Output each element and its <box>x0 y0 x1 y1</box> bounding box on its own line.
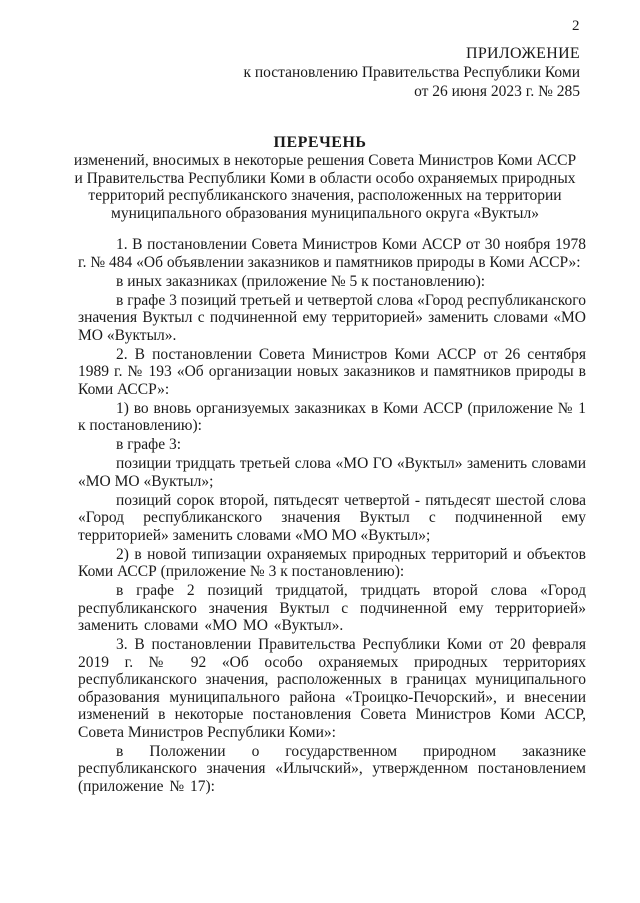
paragraph-10: в графе 2 позиций тридцатой, тридцать второй слова «Город республиканского значения Вуктыл с подчиненной ему территорией» заменить словами «МО МО «Вуктыл». <box>78 582 586 634</box>
paragraph-2: в иных заказниках (приложение № 5 к постановлению): <box>116 272 486 290</box>
paragraph-1: 1. В постановлении Совета Министров Коми АССР от 30 ноября 1978 г. № 484 «Об объявлении заказников и памятников природы в Коми АССР»: <box>78 236 586 271</box>
paragraph-6: в графе 3: <box>116 436 182 453</box>
paragraph-9: 2) в новой типизации охраняемых природных территорий и объектов Коми АССР (приложение № 3 к постановлению): <box>78 545 586 580</box>
paragraph-11: 3. В постановлении Правительства Республики Коми от 20 февраля 2019 г. № 92 «Об особо охраняемых природных территориях республиканского значения, расположенных в границах муниципального образования муниципального района «Троицко-Печорский», и внесении изменений в некоторые постановления Совета Министров Коми АССР, Совета Министров Республики Коми»: <box>78 636 586 741</box>
page-number: 2 <box>572 18 580 34</box>
paragraph-4: 2. В постановлении Совета Министров Коми АССР от 26 сентября 1989 г. № 193 «Об организации новых заказников и памятников природы в Коми АССР»: <box>78 345 586 398</box>
paragraph-7: позиции тридцать третьей слова «МО ГО «Вуктыл» заменить словами «МО МО «Вуктыл»; <box>78 455 586 490</box>
appendix-line-1: к постановлению Правительства Республики Коми <box>243 64 580 81</box>
document-body <box>78 236 586 797</box>
document-subtitle: изменений, вносимых в некоторые решения Совета Министров Коми АССР и Правительства Республики Коми в области особо охраняемых природных территорий республиканского значения, расположенных на территории муниципального образования муниципального округа «Вуктыл» <box>73 152 577 222</box>
document-title: ПЕРЕЧЕНЬ <box>273 134 367 151</box>
paragraph-5: 1) во вновь организуемых заказниках в Коми АССР (приложение № 1 к постановлению): <box>78 399 586 434</box>
appendix-label: ПРИЛОЖЕНИЕ <box>465 45 580 62</box>
appendix-block <box>243 44 580 101</box>
paragraph-8: позиций сорок второй, пятьдесят четвертой - пятьдесят шестой слова «Город республиканского значения Вуктыл с подчиненной ему территорией» заменить словами «МО МО «Вуктыл»; <box>78 491 586 544</box>
paragraph-12: в Положении о государственном природном заказнике республиканского значения «Илычский», утвержденном постановлением (приложение № 17): <box>78 742 586 795</box>
paragraph-3: в графе 3 позиций третьей и четвертой слова «Город республиканского значения Вуктыл с подчиненной ему территорией» заменить словами «МО МО «Вуктыл». <box>78 291 586 344</box>
appendix-line-2: от 26 июня 2023 г. № 285 <box>414 83 580 100</box>
